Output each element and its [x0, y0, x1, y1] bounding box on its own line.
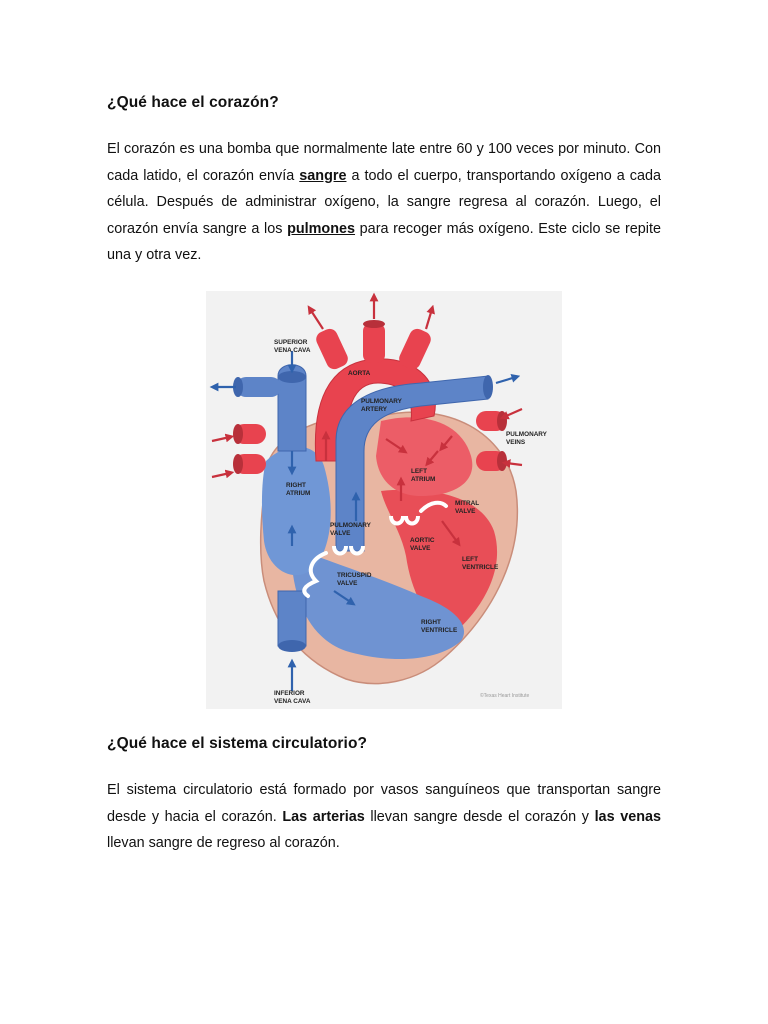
label-pulmonary-valve: PULMONARY [330, 522, 371, 529]
label-aorta: AORTA [348, 370, 371, 377]
label-right-ventricle-2: VENTRICLE [421, 627, 458, 634]
label-left-atrium-2: ATRIUM [411, 476, 436, 483]
label-pulmonary-veins: PULMONARY [506, 431, 547, 438]
paragraph2-text-1: El sistema circulatorio está formado por vasos sanguíneos que transportan sangre desde y hacia el corazón. [107, 782, 661, 825]
label-inferior-vena-cava-2: VENA CAVA [274, 698, 311, 705]
label-right-atrium-2: ATRIUM [286, 490, 311, 497]
label-aortic-valve-2: VALVE [410, 545, 431, 552]
label-left-atrium: LEFT [411, 468, 427, 475]
paragraph2-text-3: llevan sangre de regreso al corazón. [107, 835, 340, 852]
label-tricuspid-valve-2: VALVE [337, 580, 358, 587]
label-left-ventricle: LEFT [462, 556, 478, 563]
heart-diagram-svg [206, 291, 562, 709]
label-aortic-valve: AORTIC [410, 537, 435, 544]
label-tricuspid-valve: TRICUSPID [337, 572, 372, 579]
inferior-vena-cava [278, 591, 306, 646]
paragraph-text-3: para recoger más oxígeno. Este ciclo se repite una y otra vez. [107, 220, 661, 264]
term-las-arterias: Las arterias [282, 808, 365, 825]
label-pulmonary-veins-2: VEINS [506, 439, 526, 446]
label-pulmonary-artery-2: ARTERY [361, 406, 388, 413]
term-sangre: sangre [299, 167, 347, 184]
heading-sistema-circulatorio: ¿Qué hace el sistema circulatorio? [107, 735, 368, 752]
term-pulmones: pulmones [287, 220, 356, 237]
paragraph-text-1: El corazón es una bomba que normalmente late entre 60 y 100 veces por minuto. Con cada latido, el corazón envía [107, 141, 661, 184]
label-right-ventricle: RIGHT [421, 619, 441, 626]
paragraph2-text-2: llevan sangre desde el corazón y [364, 808, 595, 825]
label-superior-vena-cava: SUPERIOR [274, 339, 308, 346]
label-left-ventricle-2: VENTRICLE [462, 564, 499, 571]
label-pulmonary-valve-2: VALVE [330, 530, 351, 537]
paragraph-text-2: a todo el cuerpo, transportando oxígeno a cada célula. Después de administrar oxígeno, la sangre regresa al corazón. Luego, el corazón envía sangre a los [107, 167, 661, 237]
heart-diagram [206, 291, 562, 709]
label-right-atrium: RIGHT [286, 482, 306, 489]
paragraph-sistema-circulatorio [107, 777, 661, 857]
label-mitral-valve-2: VALVE [455, 508, 476, 515]
label-mitral-valve: MITRAL [455, 500, 480, 507]
term-las-venas: las venas [594, 808, 661, 825]
label-superior-vena-cava-2: VENA CAVA [274, 347, 311, 354]
copyright-text: ©Texas Heart Institute [480, 693, 530, 699]
label-pulmonary-artery: PULMONARY [361, 398, 402, 405]
label-inferior-vena-cava: INFERIOR [274, 690, 305, 697]
heading-que-hace-el-corazon: ¿Qué hace el corazón? [107, 94, 279, 111]
paragraph-corazon [107, 136, 661, 269]
